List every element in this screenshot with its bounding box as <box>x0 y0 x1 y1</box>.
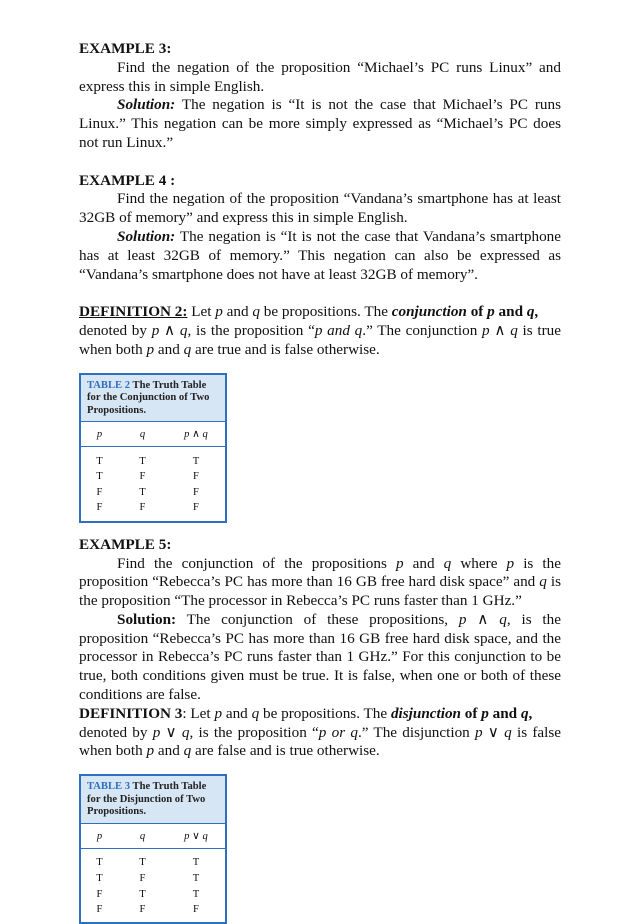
solution-label: Solution: <box>117 610 177 628</box>
expr-conjunction: p ∧ q <box>482 321 518 339</box>
table-row <box>81 871 225 887</box>
var-p: p <box>214 704 223 722</box>
var-q: q <box>252 303 260 321</box>
table-row <box>81 855 225 871</box>
table-cell: F <box>96 888 103 900</box>
truth-table-disjunction <box>79 774 227 924</box>
table-row <box>81 886 225 902</box>
definition-3-label: DEFINITION 3 <box>79 704 183 722</box>
var-p: p <box>481 704 489 722</box>
truth-table-conjunction <box>79 373 227 523</box>
table-cell: T <box>96 455 103 467</box>
table-header-row <box>81 823 225 849</box>
table-header-row <box>81 421 225 447</box>
table-cell: F <box>96 502 103 514</box>
text: , is the proposition “ <box>189 723 319 741</box>
text: and <box>494 303 527 321</box>
table-cell: F <box>139 471 146 483</box>
table-row <box>81 902 225 918</box>
table-row <box>81 469 225 485</box>
var-p: p <box>506 554 515 572</box>
table-cell: T <box>192 872 200 884</box>
example-5-heading: EXAMPLE 5: <box>79 535 172 553</box>
term-conjunction: conjunction <box>391 303 467 321</box>
definition-2 <box>79 303 561 359</box>
table-cell: T <box>96 857 103 869</box>
text: and <box>154 742 184 760</box>
example-3-problem: Find the negation of the proposition “Michael’s PC runs Linux” and express this in simple English. <box>79 58 561 95</box>
column-header: p ∨ q <box>184 831 208 843</box>
quote: p or q <box>318 723 358 741</box>
var-p: p <box>487 303 495 321</box>
var-q: q <box>443 554 452 572</box>
table-2-title <box>81 375 225 422</box>
text: of <box>466 303 488 321</box>
text: , <box>534 303 539 321</box>
definition-3 <box>79 705 561 761</box>
text: Find the conjunction of the propositions <box>117 554 396 572</box>
example-4-solution <box>79 228 561 284</box>
table-caption: The Truth Table for the Disjunction of Two Propositions. <box>87 781 207 818</box>
example-5-problem <box>79 555 561 611</box>
expr-conjunction: p ∧ q <box>151 321 188 339</box>
table-cell: T <box>192 455 200 467</box>
solution-label: Solution: <box>117 96 176 114</box>
text: is true when both <box>79 321 561 358</box>
term-disjunction: disjunction <box>390 704 461 722</box>
text: are false and is true otherwise. <box>191 742 380 760</box>
solution-text: The negation is “It is not the case that Vandana’s smartphone has at least 32GB of memory.” This negation can also be expressed as “Vandana’s smartphone does not have at least 32GB of memory”. <box>79 227 561 283</box>
table-cell: F <box>193 471 199 483</box>
var-q: q <box>183 742 192 760</box>
text: .” The disjunction <box>357 723 475 741</box>
text: The conjunction of these propositions, <box>176 610 459 628</box>
column-header: p ∧ q <box>184 429 208 441</box>
text: where <box>451 554 507 572</box>
table-cell: T <box>192 857 200 869</box>
var-q: q <box>526 303 535 321</box>
table-cell: F <box>139 872 146 884</box>
text: , is the proposition “Rebecca’s PC has more than 16 GB free hard disk space, and the processor in Rebecca’s PC runs faster than 1 GHz.” For this conjunction to be true, both conditions given must be true. It is false, when one or both of these conditions are false. <box>79 610 561 704</box>
column-header: q <box>139 830 146 842</box>
table-body <box>81 447 225 520</box>
quote: p and q <box>314 321 363 339</box>
text: and <box>222 704 252 722</box>
example-4-problem: Find the negation of the proposition “Vandana’s smartphone has at least 32GB of memory” and express this in simple English. <box>79 190 561 227</box>
var-p: p <box>215 303 223 321</box>
text: denoted by <box>79 723 153 741</box>
table-cell: T <box>96 872 103 884</box>
table-body <box>81 849 225 922</box>
var-p: p <box>146 742 155 760</box>
table-cell: F <box>96 904 103 916</box>
text: , <box>528 704 533 722</box>
column-header: q <box>139 428 146 440</box>
text: of <box>461 704 482 722</box>
expr-conjunction: p ∧ q <box>458 610 507 628</box>
text: be propositions. The <box>260 303 392 321</box>
table-cell: F <box>139 904 146 916</box>
var-q: q <box>539 573 547 591</box>
table-cell: F <box>139 502 146 514</box>
table-cell: T <box>192 888 200 900</box>
text: Let <box>187 303 216 321</box>
text: and <box>403 554 444 572</box>
expr-disjunction: p ∨ q <box>152 723 190 741</box>
table-cell: F <box>96 486 103 498</box>
definition-2-label: DEFINITION 2: <box>79 303 188 321</box>
text: and <box>488 704 521 722</box>
text: : Let <box>182 704 215 722</box>
table-number: TABLE 3 <box>87 781 131 793</box>
text: is the proposition “The processor in Rebecca’s PC runs faster than 1 GHz.” <box>79 573 561 610</box>
column-header: p <box>96 428 103 440</box>
table-cell: T <box>139 888 146 900</box>
var-q: q <box>251 704 260 722</box>
text: and <box>222 303 253 321</box>
table-row <box>81 500 225 516</box>
table-cell: F <box>193 904 199 916</box>
example-3-heading: EXAMPLE 3: <box>79 40 172 57</box>
solution-text: The negation is “It is not the case that Michael’s PC runs Linux.” This negation can be more simply expressed as “Michael’s PC does not run Linux.” <box>79 96 561 151</box>
solution-label: Solution: <box>117 227 176 245</box>
text: is false when both <box>79 723 561 760</box>
table-row <box>81 453 225 469</box>
expr-disjunction: p ∨ q <box>474 723 512 741</box>
example-3-solution <box>79 96 561 152</box>
table-cell: T <box>96 471 103 483</box>
text: is the proposition “Rebecca’s PC has more than 16 GB free hard disk space” and <box>79 554 561 591</box>
table-cell: T <box>139 857 146 869</box>
var-q: q <box>520 704 529 722</box>
table-caption: The Truth Table for the Conjunction of Two Propositions. <box>87 379 210 416</box>
column-header: p <box>96 830 103 842</box>
document-page <box>79 40 561 924</box>
text: .” The conjunction <box>362 321 483 339</box>
text: and <box>154 340 184 358</box>
table-cell: F <box>193 502 199 514</box>
var-q: q <box>183 340 192 358</box>
table-row <box>81 485 225 501</box>
text: be propositions. The <box>259 704 391 722</box>
table-3-title <box>81 776 225 823</box>
example-5-solution <box>79 611 561 705</box>
table-cell: T <box>139 455 146 467</box>
text: denoted by <box>79 321 152 339</box>
table-cell: F <box>193 486 199 498</box>
example-4-heading: EXAMPLE 4 : <box>79 171 176 189</box>
table-number: TABLE 2 <box>87 379 131 391</box>
table-cell: T <box>139 486 146 498</box>
var-p: p <box>395 554 404 572</box>
text: , is the proposition “ <box>187 321 315 339</box>
var-p: p <box>146 340 155 358</box>
text: are true and is false otherwise. <box>191 340 380 358</box>
